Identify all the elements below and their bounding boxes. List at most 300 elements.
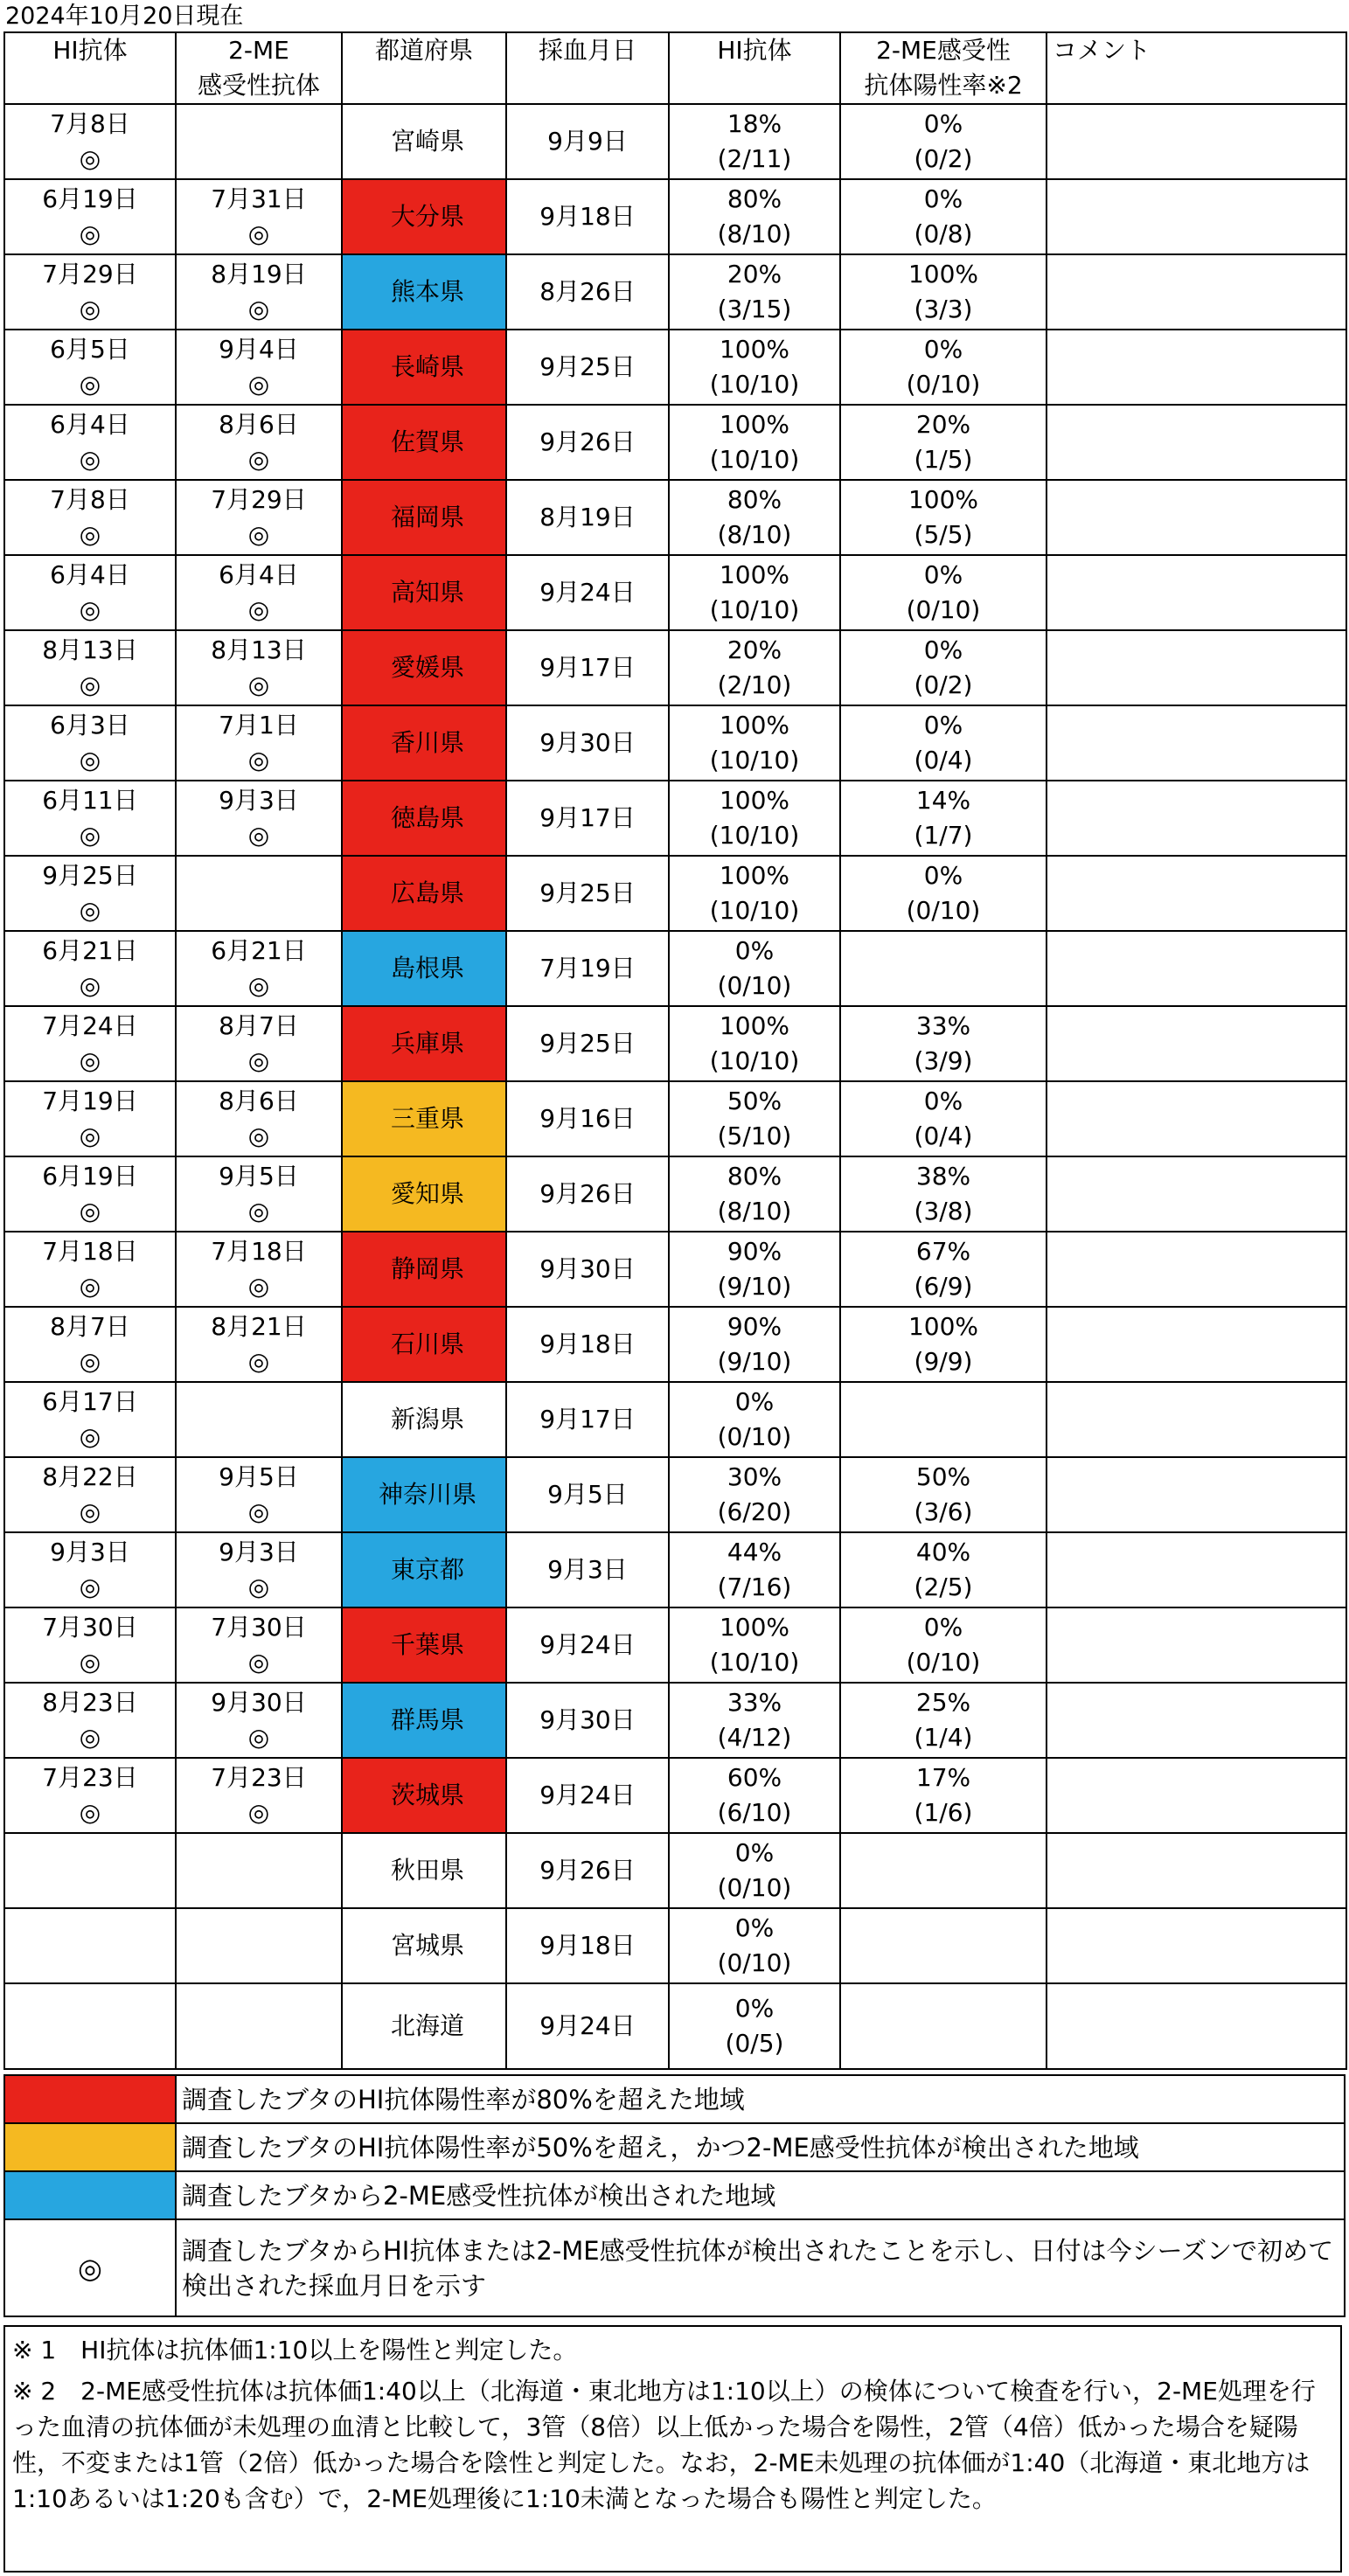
sample-date-cell: 9月26日 bbox=[506, 405, 669, 480]
table-row bbox=[4, 1457, 1346, 1532]
hi-rate-cell-line2: (8/10) bbox=[717, 1197, 792, 1226]
hi-first-date-cell bbox=[4, 1607, 176, 1683]
me-rate-cell bbox=[840, 856, 1047, 931]
me-rate-cell bbox=[840, 1683, 1047, 1758]
me-rate-cell-line1: 0% bbox=[923, 335, 963, 364]
table-row bbox=[4, 705, 1346, 781]
hi-rate-cell-line2: (10/10) bbox=[709, 595, 800, 624]
hi-rate-cell-line2: (10/10) bbox=[709, 821, 800, 850]
as-of-date: 2024年10月20日現在 bbox=[5, 3, 244, 30]
me-first-date-cell bbox=[176, 931, 342, 1006]
sample-date-cell: 9月5日 bbox=[506, 1457, 669, 1532]
me-rate-cell-line1: 33% bbox=[915, 1011, 971, 1040]
hi-rate-cell-line2: (9/10) bbox=[717, 1272, 792, 1301]
me-rate-cell bbox=[840, 1307, 1047, 1382]
me-first-date-cell-line2: ◎ bbox=[247, 1723, 270, 1752]
hi-rate-cell-line1: 60% bbox=[727, 1763, 782, 1792]
hi-rate-cell bbox=[669, 1382, 840, 1457]
hi-rate-cell bbox=[669, 179, 840, 254]
me-first-date-cell-line1: 7月1日 bbox=[219, 711, 299, 739]
hi-first-date-cell-line2: ◎ bbox=[79, 746, 101, 774]
header-me-rate-line1: 2-ME感受性 bbox=[876, 36, 1011, 65]
hi-rate-cell-line1: 18% bbox=[727, 109, 782, 138]
hi-first-date-cell-line1: 9月3日 bbox=[50, 1538, 130, 1566]
me-first-date-cell-line1: 8月21日 bbox=[211, 1312, 307, 1341]
me-first-date-cell bbox=[176, 1307, 342, 1382]
hi-rate-cell-line1: 100% bbox=[719, 711, 790, 739]
table-row bbox=[4, 630, 1346, 705]
hi-first-date-cell-line1: 7月8日 bbox=[50, 109, 130, 138]
hi-rate-cell bbox=[669, 1232, 840, 1307]
comment-cell bbox=[1047, 630, 1346, 705]
me-rate-cell-line2: (1/7) bbox=[914, 821, 973, 850]
comment-cell bbox=[1047, 1156, 1346, 1232]
hi-first-date-cell-line2: ◎ bbox=[79, 1422, 101, 1451]
sample-date-cell: 9月25日 bbox=[506, 330, 669, 405]
hi-rate-cell-line1: 100% bbox=[719, 410, 790, 439]
hi-first-date-cell-line2: ◎ bbox=[79, 295, 101, 323]
hi-rate-cell-line1: 90% bbox=[727, 1237, 782, 1266]
me-rate-cell-line1: 40% bbox=[915, 1538, 971, 1566]
me-rate-cell bbox=[840, 1607, 1047, 1683]
prefecture-cell: 千葉県 bbox=[342, 1607, 506, 1683]
sample-date-cell: 9月24日 bbox=[506, 1758, 669, 1833]
table-row bbox=[4, 931, 1346, 1006]
hi-first-date-cell-line1: 6月3日 bbox=[50, 711, 130, 739]
me-rate-cell-line1: 20% bbox=[915, 410, 971, 439]
me-rate-cell-line1: 0% bbox=[923, 861, 963, 890]
hi-rate-cell-line2: (8/10) bbox=[717, 520, 792, 549]
hi-first-date-cell-line2: ◎ bbox=[79, 1798, 101, 1827]
me-rate-cell bbox=[840, 1983, 1047, 2069]
legend-swatch-orange bbox=[4, 2123, 176, 2171]
me-first-date-cell-line1: 8月19日 bbox=[211, 260, 307, 288]
me-first-date-cell-line2: ◎ bbox=[247, 670, 270, 699]
hi-first-date-cell-line1: 7月19日 bbox=[42, 1087, 138, 1115]
me-rate-cell-line1: 100% bbox=[907, 1312, 979, 1341]
hi-first-date-cell-line2: ◎ bbox=[79, 595, 101, 624]
hi-first-date-cell-line1: 6月4日 bbox=[50, 560, 130, 589]
me-first-date-cell bbox=[176, 781, 342, 856]
hi-first-date-cell bbox=[4, 856, 176, 931]
me-rate-cell bbox=[840, 104, 1047, 179]
hi-first-date-cell-line2: ◎ bbox=[79, 1347, 101, 1376]
hi-rate-cell bbox=[669, 480, 840, 555]
hi-rate-cell bbox=[669, 781, 840, 856]
me-first-date-cell-line1: 9月4日 bbox=[219, 335, 299, 364]
hi-rate-cell-line1: 80% bbox=[727, 485, 782, 514]
legend-row-orange bbox=[4, 2123, 1345, 2171]
hi-rate-cell-line2: (4/12) bbox=[717, 1723, 792, 1752]
me-first-date-cell bbox=[176, 330, 342, 405]
prefecture-cell: 石川県 bbox=[342, 1307, 506, 1382]
table-row bbox=[4, 330, 1346, 405]
hi-rate-cell-line1: 100% bbox=[719, 1613, 790, 1642]
table-row bbox=[4, 1758, 1346, 1833]
comment-cell bbox=[1047, 1983, 1346, 2069]
me-rate-cell-line2: (9/9) bbox=[914, 1347, 973, 1376]
sample-date-cell: 8月26日 bbox=[506, 254, 669, 330]
hi-rate-cell bbox=[669, 1758, 840, 1833]
table-row bbox=[4, 781, 1346, 856]
comment-cell bbox=[1047, 1758, 1346, 1833]
legend-row-mark bbox=[4, 2219, 1345, 2316]
me-rate-cell-line2: (3/6) bbox=[914, 1497, 973, 1526]
me-first-date-cell-line1: 8月6日 bbox=[219, 410, 299, 439]
me-rate-cell-line2: (5/5) bbox=[914, 520, 973, 549]
me-rate-cell-line2: (3/3) bbox=[914, 295, 973, 323]
hi-first-date-cell-line1: 8月23日 bbox=[42, 1688, 138, 1717]
me-rate-cell bbox=[840, 480, 1047, 555]
sample-date-cell: 9月25日 bbox=[506, 856, 669, 931]
hi-first-date-cell-line2: ◎ bbox=[79, 896, 101, 925]
sample-date-cell: 9月18日 bbox=[506, 179, 669, 254]
hi-rate-cell bbox=[669, 1457, 840, 1532]
me-first-date-cell-line2: ◎ bbox=[247, 520, 270, 549]
me-rate-cell bbox=[840, 254, 1047, 330]
me-first-date-cell bbox=[176, 630, 342, 705]
hi-first-date-cell bbox=[4, 104, 176, 179]
sample-date-cell: 9月26日 bbox=[506, 1833, 669, 1908]
hi-rate-cell bbox=[669, 1607, 840, 1683]
table-row bbox=[4, 1006, 1346, 1081]
me-rate-cell-line2: (0/10) bbox=[906, 896, 981, 925]
me-first-date-cell-line1: 9月3日 bbox=[219, 786, 299, 815]
hi-first-date-cell-line2: ◎ bbox=[79, 1046, 101, 1075]
hi-first-date-cell-line2: ◎ bbox=[79, 1272, 101, 1301]
me-rate-cell bbox=[840, 1833, 1047, 1908]
me-first-date-cell-line2: ◎ bbox=[247, 1272, 270, 1301]
me-rate-cell-line1: 67% bbox=[915, 1237, 971, 1266]
hi-rate-cell-line1: 30% bbox=[727, 1462, 782, 1491]
header-sample-date: 採血月日 bbox=[506, 32, 669, 104]
me-rate-cell-line2: (0/4) bbox=[914, 746, 973, 774]
me-first-date-cell bbox=[176, 1908, 342, 1983]
hi-first-date-cell bbox=[4, 254, 176, 330]
footnotes bbox=[3, 2325, 1342, 2573]
hi-first-date-cell bbox=[4, 931, 176, 1006]
hi-rate-cell-line1: 100% bbox=[719, 786, 790, 815]
me-first-date-cell bbox=[176, 405, 342, 480]
legend-swatch-blue bbox=[4, 2171, 176, 2219]
comment-cell bbox=[1047, 1607, 1346, 1683]
hi-first-date-cell bbox=[4, 1156, 176, 1232]
table-row bbox=[4, 1908, 1346, 1983]
hi-first-date-cell-line2: ◎ bbox=[79, 1121, 101, 1150]
comment-cell bbox=[1047, 1908, 1346, 1983]
me-rate-cell-line1: 100% bbox=[907, 260, 979, 288]
prefecture-cell: 福岡県 bbox=[342, 480, 506, 555]
hi-first-date-cell-line2: ◎ bbox=[79, 1723, 101, 1752]
hi-first-date-cell bbox=[4, 480, 176, 555]
me-rate-cell-line2: (0/2) bbox=[914, 670, 973, 699]
comment-cell bbox=[1047, 179, 1346, 254]
me-rate-cell bbox=[840, 1457, 1047, 1532]
header-hi-first-date: HI抗体 bbox=[4, 32, 176, 104]
me-rate-cell-line2: (0/10) bbox=[906, 1648, 981, 1677]
me-rate-cell-line2: (3/8) bbox=[914, 1197, 973, 1226]
me-rate-cell-line2: (0/8) bbox=[914, 219, 973, 248]
me-first-date-cell-line2: ◎ bbox=[247, 1648, 270, 1677]
me-rate-cell-line1: 0% bbox=[923, 711, 963, 739]
hi-first-date-cell bbox=[4, 405, 176, 480]
sample-date-cell: 9月3日 bbox=[506, 1532, 669, 1607]
sample-date-cell: 9月18日 bbox=[506, 1307, 669, 1382]
sample-date-cell: 9月30日 bbox=[506, 705, 669, 781]
hi-first-date-cell bbox=[4, 1006, 176, 1081]
prefecture-cell: 愛知県 bbox=[342, 1156, 506, 1232]
hi-rate-cell-line1: 100% bbox=[719, 861, 790, 890]
me-rate-cell-line2: (0/10) bbox=[906, 370, 981, 399]
hi-rate-cell-line2: (0/10) bbox=[717, 1422, 792, 1451]
hi-first-date-cell bbox=[4, 1683, 176, 1758]
hi-rate-cell bbox=[669, 856, 840, 931]
me-first-date-cell-line2: ◎ bbox=[247, 1046, 270, 1075]
hi-first-date-cell bbox=[4, 781, 176, 856]
sample-date-cell: 9月9日 bbox=[506, 104, 669, 179]
hi-rate-cell-line2: (2/11) bbox=[717, 144, 792, 173]
comment-cell bbox=[1047, 931, 1346, 1006]
me-first-date-cell-line1: 7月29日 bbox=[211, 485, 307, 514]
hi-rate-cell-line2: (0/10) bbox=[717, 971, 792, 1000]
me-first-date-cell-line2: ◎ bbox=[247, 1497, 270, 1526]
hi-first-date-cell bbox=[4, 1983, 176, 2069]
legend-swatch-red bbox=[4, 2075, 176, 2123]
hi-first-date-cell-line1: 6月21日 bbox=[42, 936, 138, 965]
hi-first-date-cell-line1: 7月24日 bbox=[42, 1011, 138, 1040]
hi-rate-cell-line2: (10/10) bbox=[709, 746, 800, 774]
sample-date-cell: 9月16日 bbox=[506, 1081, 669, 1156]
hi-rate-cell-line1: 0% bbox=[734, 1387, 775, 1416]
prefecture-cell: 宮城県 bbox=[342, 1908, 506, 1983]
hi-first-date-cell bbox=[4, 179, 176, 254]
hi-rate-cell-line2: (10/10) bbox=[709, 445, 800, 474]
comment-cell bbox=[1047, 1382, 1346, 1457]
hi-first-date-cell-line1: 6月17日 bbox=[42, 1387, 138, 1416]
me-rate-cell-line2: (1/6) bbox=[914, 1798, 973, 1827]
hi-first-date-cell bbox=[4, 1457, 176, 1532]
prefecture-cell: 兵庫県 bbox=[342, 1006, 506, 1081]
hi-first-date-cell-line1: 7月18日 bbox=[42, 1237, 138, 1266]
table-row bbox=[4, 1532, 1346, 1607]
header-me-rate bbox=[840, 32, 1047, 104]
hi-rate-cell-line2: (6/20) bbox=[717, 1497, 792, 1526]
sample-date-cell: 9月17日 bbox=[506, 1382, 669, 1457]
me-first-date-cell bbox=[176, 555, 342, 630]
comment-cell bbox=[1047, 480, 1346, 555]
hi-rate-cell-line2: (0/5) bbox=[725, 2029, 784, 2058]
me-first-date-cell-line1: 8月13日 bbox=[211, 635, 307, 664]
me-rate-cell-line1: 0% bbox=[923, 109, 963, 138]
me-rate-cell bbox=[840, 931, 1047, 1006]
me-rate-cell-line2: (0/4) bbox=[914, 1121, 973, 1150]
comment-cell bbox=[1047, 1006, 1346, 1081]
prefecture-cell: 群馬県 bbox=[342, 1683, 506, 1758]
comment-cell bbox=[1047, 781, 1346, 856]
hi-rate-cell bbox=[669, 330, 840, 405]
me-rate-cell bbox=[840, 1232, 1047, 1307]
hi-rate-cell bbox=[669, 104, 840, 179]
hi-rate-cell bbox=[669, 1081, 840, 1156]
header-me-first-line2: 感受性抗体 bbox=[197, 71, 320, 100]
prefecture-cell: 香川県 bbox=[342, 705, 506, 781]
hi-first-date-cell-line1: 8月13日 bbox=[42, 635, 138, 664]
prefecture-cell: 秋田県 bbox=[342, 1833, 506, 1908]
hi-first-date-cell-line2: ◎ bbox=[79, 520, 101, 549]
hi-rate-cell-line1: 100% bbox=[719, 1011, 790, 1040]
me-first-date-cell-line2: ◎ bbox=[247, 370, 270, 399]
me-first-date-cell-line1: 9月3日 bbox=[219, 1538, 299, 1566]
hi-rate-cell-line1: 0% bbox=[734, 1838, 775, 1867]
comment-cell bbox=[1047, 330, 1346, 405]
comment-cell bbox=[1047, 1307, 1346, 1382]
hi-rate-cell-line1: 80% bbox=[727, 184, 782, 213]
sample-date-cell: 9月17日 bbox=[506, 781, 669, 856]
hi-rate-cell-line1: 33% bbox=[727, 1688, 782, 1717]
me-rate-cell-line1: 100% bbox=[907, 485, 979, 514]
me-first-date-cell-line1: 6月21日 bbox=[211, 936, 307, 965]
me-rate-cell-line1: 0% bbox=[923, 635, 963, 664]
legend-text-mark: 調査したブタからHI抗体または2-ME感受性抗体が検出されたことを示し、日付は今シーズンで初めて検出された採血月日を示す bbox=[176, 2219, 1345, 2316]
sample-date-cell: 9月30日 bbox=[506, 1683, 669, 1758]
me-rate-cell-line2: (1/4) bbox=[914, 1723, 973, 1752]
me-rate-cell bbox=[840, 405, 1047, 480]
legend-text-blue: 調査したブタから2-ME感受性抗体が検出された地域 bbox=[176, 2171, 1345, 2219]
me-rate-cell bbox=[840, 705, 1047, 781]
prefecture-cell: 徳島県 bbox=[342, 781, 506, 856]
hi-rate-cell-line1: 90% bbox=[727, 1312, 782, 1341]
me-first-date-cell-line2: ◎ bbox=[247, 1798, 270, 1827]
table-row bbox=[4, 1607, 1346, 1683]
me-rate-cell bbox=[840, 1006, 1047, 1081]
me-first-date-cell bbox=[176, 104, 342, 179]
me-rate-cell bbox=[840, 1758, 1047, 1833]
hi-first-date-cell bbox=[4, 1758, 176, 1833]
hi-first-date-cell-line1: 7月23日 bbox=[42, 1763, 138, 1792]
me-rate-cell bbox=[840, 630, 1047, 705]
hi-rate-cell-line2: (0/10) bbox=[717, 1948, 792, 1977]
me-rate-cell bbox=[840, 179, 1047, 254]
me-first-date-cell-line2: ◎ bbox=[247, 746, 270, 774]
header-comment: コメント bbox=[1047, 32, 1346, 104]
me-first-date-cell bbox=[176, 1758, 342, 1833]
me-first-date-cell bbox=[176, 1532, 342, 1607]
table-row bbox=[4, 104, 1346, 179]
hi-rate-cell-line1: 20% bbox=[727, 260, 782, 288]
table-body bbox=[4, 104, 1346, 2069]
me-first-date-cell-line1: 9月5日 bbox=[219, 1462, 299, 1491]
hi-rate-cell-line2: (3/15) bbox=[717, 295, 792, 323]
prefecture-cell: 新潟県 bbox=[342, 1382, 506, 1457]
me-rate-cell-line1: 0% bbox=[923, 1613, 963, 1642]
me-first-date-cell-line1: 9月5日 bbox=[219, 1162, 299, 1191]
prefecture-cell: 高知県 bbox=[342, 555, 506, 630]
hi-first-date-cell-line2: ◎ bbox=[79, 670, 101, 699]
me-first-date-cell bbox=[176, 179, 342, 254]
me-first-date-cell-line1: 7月23日 bbox=[211, 1763, 307, 1792]
hi-first-date-cell bbox=[4, 1081, 176, 1156]
footnote-1: ※ 1 HI抗体は抗体価1:10以上を陽性と判定した。 bbox=[12, 2336, 578, 2364]
hi-rate-cell bbox=[669, 1156, 840, 1232]
me-first-date-cell bbox=[176, 1983, 342, 2069]
hi-first-date-cell-line2: ◎ bbox=[79, 821, 101, 850]
hi-first-date-cell-line1: 8月7日 bbox=[50, 1312, 130, 1341]
header-row bbox=[4, 32, 1346, 104]
me-rate-cell-line1: 50% bbox=[915, 1462, 971, 1491]
prefecture-cell: 島根県 bbox=[342, 931, 506, 1006]
legend-row-blue bbox=[4, 2171, 1345, 2219]
me-first-date-cell-line1: 7月30日 bbox=[211, 1613, 307, 1642]
legend-row-red bbox=[4, 2075, 1345, 2123]
hi-rate-cell bbox=[669, 1983, 840, 2069]
hi-first-date-cell bbox=[4, 630, 176, 705]
table-row bbox=[4, 179, 1346, 254]
comment-cell bbox=[1047, 1532, 1346, 1607]
comment-cell bbox=[1047, 405, 1346, 480]
hi-first-date-cell-line2: ◎ bbox=[79, 219, 101, 248]
hi-rate-cell-line2: (9/10) bbox=[717, 1347, 792, 1376]
header-hi-rate: HI抗体 bbox=[669, 32, 840, 104]
me-rate-cell-line2: (6/9) bbox=[914, 1272, 973, 1301]
me-first-date-cell bbox=[176, 705, 342, 781]
hi-rate-cell-line2: (8/10) bbox=[717, 219, 792, 248]
hi-rate-cell-line2: (10/10) bbox=[709, 1648, 800, 1677]
table-row bbox=[4, 1307, 1346, 1382]
table-row bbox=[4, 555, 1346, 630]
hi-first-date-cell-line1: 7月29日 bbox=[42, 260, 138, 288]
prefecture-cell: 神奈川県 bbox=[342, 1457, 506, 1532]
prefecture-cell: 長崎県 bbox=[342, 330, 506, 405]
header-me-first-line1: 2-ME bbox=[228, 36, 289, 65]
hi-first-date-cell-line1: 9月25日 bbox=[42, 861, 138, 890]
me-rate-cell bbox=[840, 1081, 1047, 1156]
legend bbox=[3, 2074, 1346, 2317]
comment-cell bbox=[1047, 1232, 1346, 1307]
me-first-date-cell bbox=[176, 1156, 342, 1232]
hi-first-date-cell-line2: ◎ bbox=[79, 1648, 101, 1677]
me-first-date-cell bbox=[176, 856, 342, 931]
hi-rate-cell-line2: (0/10) bbox=[717, 1873, 792, 1902]
comment-cell bbox=[1047, 1833, 1346, 1908]
sample-date-cell: 9月24日 bbox=[506, 1607, 669, 1683]
me-first-date-cell bbox=[176, 1683, 342, 1758]
hi-first-date-cell-line1: 6月5日 bbox=[50, 335, 130, 364]
table-row bbox=[4, 480, 1346, 555]
me-rate-cell bbox=[840, 1382, 1047, 1457]
hi-rate-cell bbox=[669, 405, 840, 480]
me-rate-cell-line2: (2/5) bbox=[914, 1573, 973, 1601]
hi-rate-cell bbox=[669, 630, 840, 705]
me-rate-cell-line2: (1/5) bbox=[914, 445, 973, 474]
hi-rate-cell-line2: (10/10) bbox=[709, 896, 800, 925]
me-rate-cell-line2: (0/10) bbox=[906, 595, 981, 624]
hi-rate-cell bbox=[669, 1833, 840, 1908]
me-rate-cell-line1: 0% bbox=[923, 184, 963, 213]
me-first-date-cell-line1: 7月18日 bbox=[211, 1237, 307, 1266]
prefecture-cell: 大分県 bbox=[342, 179, 506, 254]
prefecture-cell: 広島県 bbox=[342, 856, 506, 931]
hi-rate-cell-line1: 0% bbox=[734, 1994, 775, 2023]
prefecture-cell: 熊本県 bbox=[342, 254, 506, 330]
me-rate-cell-line1: 25% bbox=[915, 1688, 971, 1717]
hi-first-date-cell bbox=[4, 1833, 176, 1908]
hi-rate-cell bbox=[669, 705, 840, 781]
hi-first-date-cell bbox=[4, 1382, 176, 1457]
hi-rate-cell-line2: (5/10) bbox=[717, 1121, 792, 1150]
comment-cell bbox=[1047, 104, 1346, 179]
hi-rate-cell-line1: 50% bbox=[727, 1087, 782, 1115]
hi-rate-cell bbox=[669, 1006, 840, 1081]
